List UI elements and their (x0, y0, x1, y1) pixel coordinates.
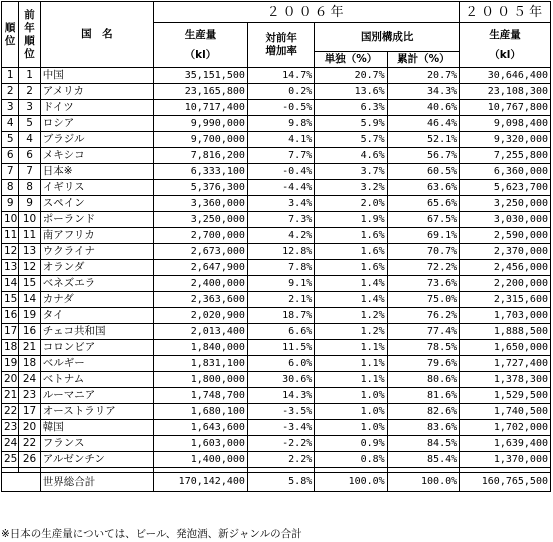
cell-share-cumulative: 77.4% (387, 324, 459, 340)
cell-prev-rank: 12 (19, 260, 40, 276)
cell-country: アメリカ (40, 84, 153, 100)
cell-share-cumulative: 67.5% (387, 212, 459, 228)
cell-share-single: 1.0% (315, 420, 387, 436)
cell-production: 3,250,000 (154, 212, 248, 228)
cell-yoy: 18.7% (247, 308, 314, 324)
cell-country: ルーマニア (40, 388, 153, 404)
cell-rank: 5 (2, 132, 19, 148)
cell-share-cumulative: 80.6% (387, 372, 459, 388)
cell-production: 9,700,000 (154, 132, 248, 148)
total-single: 100.0% (315, 473, 387, 492)
cell-rank: 6 (2, 148, 19, 164)
cell-yoy: 9.8% (247, 116, 314, 132)
cell-production-2005: 6,360,000 (460, 164, 551, 180)
cell-share-cumulative: 69.1% (387, 228, 459, 244)
cell-production-2005: 1,702,000 (460, 420, 551, 436)
cell-prev-rank: 19 (19, 308, 40, 324)
cell-share-cumulative: 40.6% (387, 100, 459, 116)
cell-production-2005: 9,098,400 (460, 116, 551, 132)
cell-country: コロンビア (40, 340, 153, 356)
cell-country: メキシコ (40, 148, 153, 164)
table-row (2, 180, 551, 196)
cell-production-2005: 2,370,000 (460, 244, 551, 260)
cell-production-2005: 1,740,500 (460, 404, 551, 420)
cell-rank: 10 (2, 212, 19, 228)
cell-prev-rank: 6 (19, 148, 40, 164)
cell-share-cumulative: 65.6% (387, 196, 459, 212)
table-row (2, 68, 551, 84)
table-row (2, 148, 551, 164)
cell-production: 2,700,000 (154, 228, 248, 244)
cell-yoy: 7.8% (247, 260, 314, 276)
cell-yoy: 3.4% (247, 196, 314, 212)
cell-yoy: 2.2% (247, 452, 314, 468)
cell-prev-rank: 14 (19, 292, 40, 308)
cell-production: 1,800,000 (154, 372, 248, 388)
cell-country: ベトナム (40, 372, 153, 388)
cell-yoy: 4.1% (247, 132, 314, 148)
cell-production-2005: 10,767,800 (460, 100, 551, 116)
cell-share-single: 0.8% (315, 452, 387, 468)
cell-country: ブラジル (40, 132, 153, 148)
table-row (2, 324, 551, 340)
table-row (2, 164, 551, 180)
cell-yoy: 6.0% (247, 356, 314, 372)
cell-share-single: 5.7% (315, 132, 387, 148)
table-row (2, 292, 551, 308)
cell-share-cumulative: 75.0% (387, 292, 459, 308)
cell-country: スペイン (40, 196, 153, 212)
cell-share-single: 5.9% (315, 116, 387, 132)
header-production-unit: （kl） (184, 49, 217, 61)
cell-rank: 22 (2, 404, 19, 420)
table-footer (2, 468, 551, 492)
cell-country: ベルギー (40, 356, 153, 372)
cell-rank: 15 (2, 292, 19, 308)
cell-production-2005: 30,646,400 (460, 68, 551, 84)
header-year-2006: ２００６年 (154, 2, 460, 23)
cell-yoy: -2.2% (247, 436, 314, 452)
cell-prev-rank: 11 (19, 228, 40, 244)
header-production-2005-label: 生産量 (489, 29, 521, 41)
header-year-2005: ２００５年 (460, 2, 551, 23)
cell-country: チェコ共和国 (40, 324, 153, 340)
cell-share-single: 1.0% (315, 388, 387, 404)
table-row (2, 132, 551, 148)
cell-yoy: 14.3% (247, 388, 314, 404)
cell-rank: 4 (2, 116, 19, 132)
cell-rank: 1 (2, 68, 19, 84)
cell-prev-rank: 3 (19, 100, 40, 116)
cell-production-2005: 5,623,700 (460, 180, 551, 196)
header-yoy (247, 23, 314, 68)
cell-rank: 3 (2, 100, 19, 116)
cell-share-cumulative: 60.5% (387, 164, 459, 180)
total-prod: 170,142,400 (154, 473, 248, 492)
cell-production-2005: 1,639,400 (460, 436, 551, 452)
cell-share-cumulative: 79.6% (387, 356, 459, 372)
cell-production-2005: 1,529,500 (460, 388, 551, 404)
cell-share-single: 1.6% (315, 244, 387, 260)
table-row (2, 244, 551, 260)
cell-production: 2,647,900 (154, 260, 248, 276)
table-body (2, 68, 551, 468)
header-share-single: 単独（%） (315, 52, 387, 68)
table-row (2, 196, 551, 212)
cell-rank: 11 (2, 228, 19, 244)
cell-production: 35,151,500 (154, 68, 248, 84)
table-row (2, 452, 551, 468)
header-production-2005 (460, 23, 551, 68)
cell-share-cumulative: 84.5% (387, 436, 459, 452)
cell-share-cumulative: 46.4% (387, 116, 459, 132)
cell-production-2005: 1,888,500 (460, 324, 551, 340)
cell-country: タイ (40, 308, 153, 324)
cell-share-single: 1.9% (315, 212, 387, 228)
cell-share-cumulative: 82.6% (387, 404, 459, 420)
cell-share-cumulative: 83.6% (387, 420, 459, 436)
cell-rank: 19 (2, 356, 19, 372)
cell-share-cumulative: 85.4% (387, 452, 459, 468)
cell-country: 中国 (40, 68, 153, 84)
cell-prev-rank: 18 (19, 356, 40, 372)
cell-production-2005: 1,370,000 (460, 452, 551, 468)
cell-production: 1,400,000 (154, 452, 248, 468)
cell-production-2005: 7,255,800 (460, 148, 551, 164)
cell-share-cumulative: 73.6% (387, 276, 459, 292)
cell-production-2005: 2,200,000 (460, 276, 551, 292)
cell-country: ポーランド (40, 212, 153, 228)
cell-production: 2,363,600 (154, 292, 248, 308)
header-share: 国別構成比 (315, 23, 460, 52)
cell-rank: 2 (2, 84, 19, 100)
cell-share-single: 1.2% (315, 308, 387, 324)
cell-production: 1,831,100 (154, 356, 248, 372)
cell-share-cumulative: 56.7% (387, 148, 459, 164)
cell-prev-rank: 24 (19, 372, 40, 388)
cell-yoy: -4.4% (247, 180, 314, 196)
cell-share-single: 1.4% (315, 276, 387, 292)
total-prod05: 160,765,500 (460, 473, 551, 492)
cell-production-2005: 2,590,000 (460, 228, 551, 244)
cell-production: 2,020,900 (154, 308, 248, 324)
cell-production: 7,816,200 (154, 148, 248, 164)
cell-yoy: -3.5% (247, 404, 314, 420)
cell-share-single: 1.1% (315, 372, 387, 388)
cell-production: 2,013,400 (154, 324, 248, 340)
cell-country: イギリス (40, 180, 153, 196)
cell-prev-rank: 17 (19, 404, 40, 420)
cell-share-single: 1.6% (315, 228, 387, 244)
table-row (2, 356, 551, 372)
cell-production-2005: 3,250,000 (460, 196, 551, 212)
footnote: ※日本の生産量については、ビール、発泡酒、新ジャンルの合計 (1, 528, 302, 540)
table-row (2, 420, 551, 436)
table-row (2, 404, 551, 420)
total-row (2, 473, 551, 492)
cell-yoy: 12.8% (247, 244, 314, 260)
header-yoy-line2: 増加率 (265, 45, 297, 57)
cell-prev-rank: 23 (19, 388, 40, 404)
cell-production: 23,165,800 (154, 84, 248, 100)
cell-prev-rank: 20 (19, 420, 40, 436)
cell-yoy: 7.3% (247, 212, 314, 228)
cell-rank: 16 (2, 308, 19, 324)
beer-production-table (1, 1, 551, 492)
cell-production-2005: 2,456,000 (460, 260, 551, 276)
cell-yoy: -0.4% (247, 164, 314, 180)
cell-production: 2,673,000 (154, 244, 248, 260)
cell-rank: 13 (2, 260, 19, 276)
cell-production-2005: 23,108,300 (460, 84, 551, 100)
cell-production-2005: 1,703,000 (460, 308, 551, 324)
header-production (154, 23, 248, 68)
cell-production: 1,840,000 (154, 340, 248, 356)
cell-production: 1,643,600 (154, 420, 248, 436)
table-row (2, 276, 551, 292)
cell-share-cumulative: 52.1% (387, 132, 459, 148)
cell-rank: 20 (2, 372, 19, 388)
cell-prev-rank: 8 (19, 180, 40, 196)
cell-share-cumulative: 78.5% (387, 340, 459, 356)
cell-production: 9,990,000 (154, 116, 248, 132)
cell-yoy: 11.5% (247, 340, 314, 356)
cell-country: 日本※ (40, 164, 153, 180)
table-row (2, 308, 551, 324)
table-row (2, 372, 551, 388)
cell-share-single: 6.3% (315, 100, 387, 116)
cell-rank: 21 (2, 388, 19, 404)
cell-production: 1,603,000 (154, 436, 248, 452)
cell-production-2005: 1,727,400 (460, 356, 551, 372)
cell-share-single: 20.7% (315, 68, 387, 84)
total-label: 世界総合計 (40, 473, 153, 492)
cell-rank: 18 (2, 340, 19, 356)
cell-rank: 7 (2, 164, 19, 180)
header-production-2005-unit: （kl） (489, 49, 521, 61)
cell-country: アルゼンチン (40, 452, 153, 468)
cell-yoy: 9.1% (247, 276, 314, 292)
cell-yoy: 30.6% (247, 372, 314, 388)
cell-share-single: 1.1% (315, 340, 387, 356)
cell-share-cumulative: 70.7% (387, 244, 459, 260)
table-row (2, 212, 551, 228)
cell-prev-rank: 1 (19, 68, 40, 84)
cell-production: 2,400,000 (154, 276, 248, 292)
cell-share-single: 1.2% (315, 324, 387, 340)
cell-production: 5,376,300 (154, 180, 248, 196)
cell-yoy: 6.6% (247, 324, 314, 340)
cell-production-2005: 2,315,600 (460, 292, 551, 308)
cell-yoy: 7.7% (247, 148, 314, 164)
cell-share-single: 3.2% (315, 180, 387, 196)
cell-yoy: 14.7% (247, 68, 314, 84)
cell-rank: 9 (2, 196, 19, 212)
cell-share-cumulative: 63.6% (387, 180, 459, 196)
cell-prev-rank: 2 (19, 84, 40, 100)
cell-country: オーストラリア (40, 404, 153, 420)
cell-share-single: 2.0% (315, 196, 387, 212)
cell-country: フランス (40, 436, 153, 452)
cell-production: 3,360,000 (154, 196, 248, 212)
table-row (2, 388, 551, 404)
cell-yoy: -3.4% (247, 420, 314, 436)
header-share-cumulative: 累計（%） (387, 52, 459, 68)
cell-prev-rank: 21 (19, 340, 40, 356)
cell-country: ドイツ (40, 100, 153, 116)
cell-prev-rank: 5 (19, 116, 40, 132)
cell-prev-rank: 13 (19, 244, 40, 260)
cell-country: オランダ (40, 260, 153, 276)
cell-rank: 24 (2, 436, 19, 452)
cell-production-2005: 9,320,000 (460, 132, 551, 148)
cell-country: 南アフリカ (40, 228, 153, 244)
cell-country: ベネズエラ (40, 276, 153, 292)
cell-share-cumulative: 81.6% (387, 388, 459, 404)
cell-country: ロシア (40, 116, 153, 132)
table-row (2, 116, 551, 132)
cell-country: ウクライナ (40, 244, 153, 260)
table-row (2, 100, 551, 116)
cell-share-cumulative: 20.7% (387, 68, 459, 84)
cell-yoy: -0.5% (247, 100, 314, 116)
header-country: 国 名 (40, 2, 153, 68)
table-row (2, 340, 551, 356)
total-yoy: 5.8% (247, 473, 314, 492)
cell-production: 6,333,100 (154, 164, 248, 180)
cell-production-2005: 1,378,300 (460, 372, 551, 388)
cell-country: 韓国 (40, 420, 153, 436)
cell-rank: 17 (2, 324, 19, 340)
cell-production: 10,717,400 (154, 100, 248, 116)
cell-prev-rank: 22 (19, 436, 40, 452)
cell-production: 1,680,100 (154, 404, 248, 420)
header-rank: 順位 (2, 2, 19, 68)
cell-share-cumulative: 72.2% (387, 260, 459, 276)
cell-prev-rank: 9 (19, 196, 40, 212)
total-cum: 100.0% (387, 473, 459, 492)
cell-share-single: 1.4% (315, 292, 387, 308)
cell-prev-rank: 15 (19, 276, 40, 292)
cell-rank: 23 (2, 420, 19, 436)
table-row (2, 228, 551, 244)
cell-yoy: 2.1% (247, 292, 314, 308)
cell-rank: 14 (2, 276, 19, 292)
cell-prev-rank: 10 (19, 212, 40, 228)
cell-production: 1,748,700 (154, 388, 248, 404)
header-production-label: 生産量 (184, 29, 217, 41)
cell-production-2005: 3,030,000 (460, 212, 551, 228)
cell-share-single: 4.6% (315, 148, 387, 164)
cell-share-single: 0.9% (315, 436, 387, 452)
header-prev-rank: 前年順位 (19, 2, 40, 68)
cell-prev-rank: 26 (19, 452, 40, 468)
header-yoy-line1: 対前年 (265, 32, 297, 44)
cell-prev-rank: 7 (19, 164, 40, 180)
cell-share-single: 1.1% (315, 356, 387, 372)
cell-share-single: 13.6% (315, 84, 387, 100)
cell-yoy: 0.2% (247, 84, 314, 100)
cell-country: カナダ (40, 292, 153, 308)
cell-share-single: 3.7% (315, 164, 387, 180)
cell-share-cumulative: 34.3% (387, 84, 459, 100)
cell-rank: 25 (2, 452, 19, 468)
table-row (2, 84, 551, 100)
cell-share-single: 1.0% (315, 404, 387, 420)
table-row (2, 436, 551, 452)
cell-production-2005: 1,650,000 (460, 340, 551, 356)
cell-prev-rank: 16 (19, 324, 40, 340)
cell-share-single: 1.6% (315, 260, 387, 276)
cell-rank: 12 (2, 244, 19, 260)
cell-share-cumulative: 76.2% (387, 308, 459, 324)
cell-rank: 8 (2, 180, 19, 196)
cell-prev-rank: 4 (19, 132, 40, 148)
table-row (2, 260, 551, 276)
cell-yoy: 4.2% (247, 228, 314, 244)
